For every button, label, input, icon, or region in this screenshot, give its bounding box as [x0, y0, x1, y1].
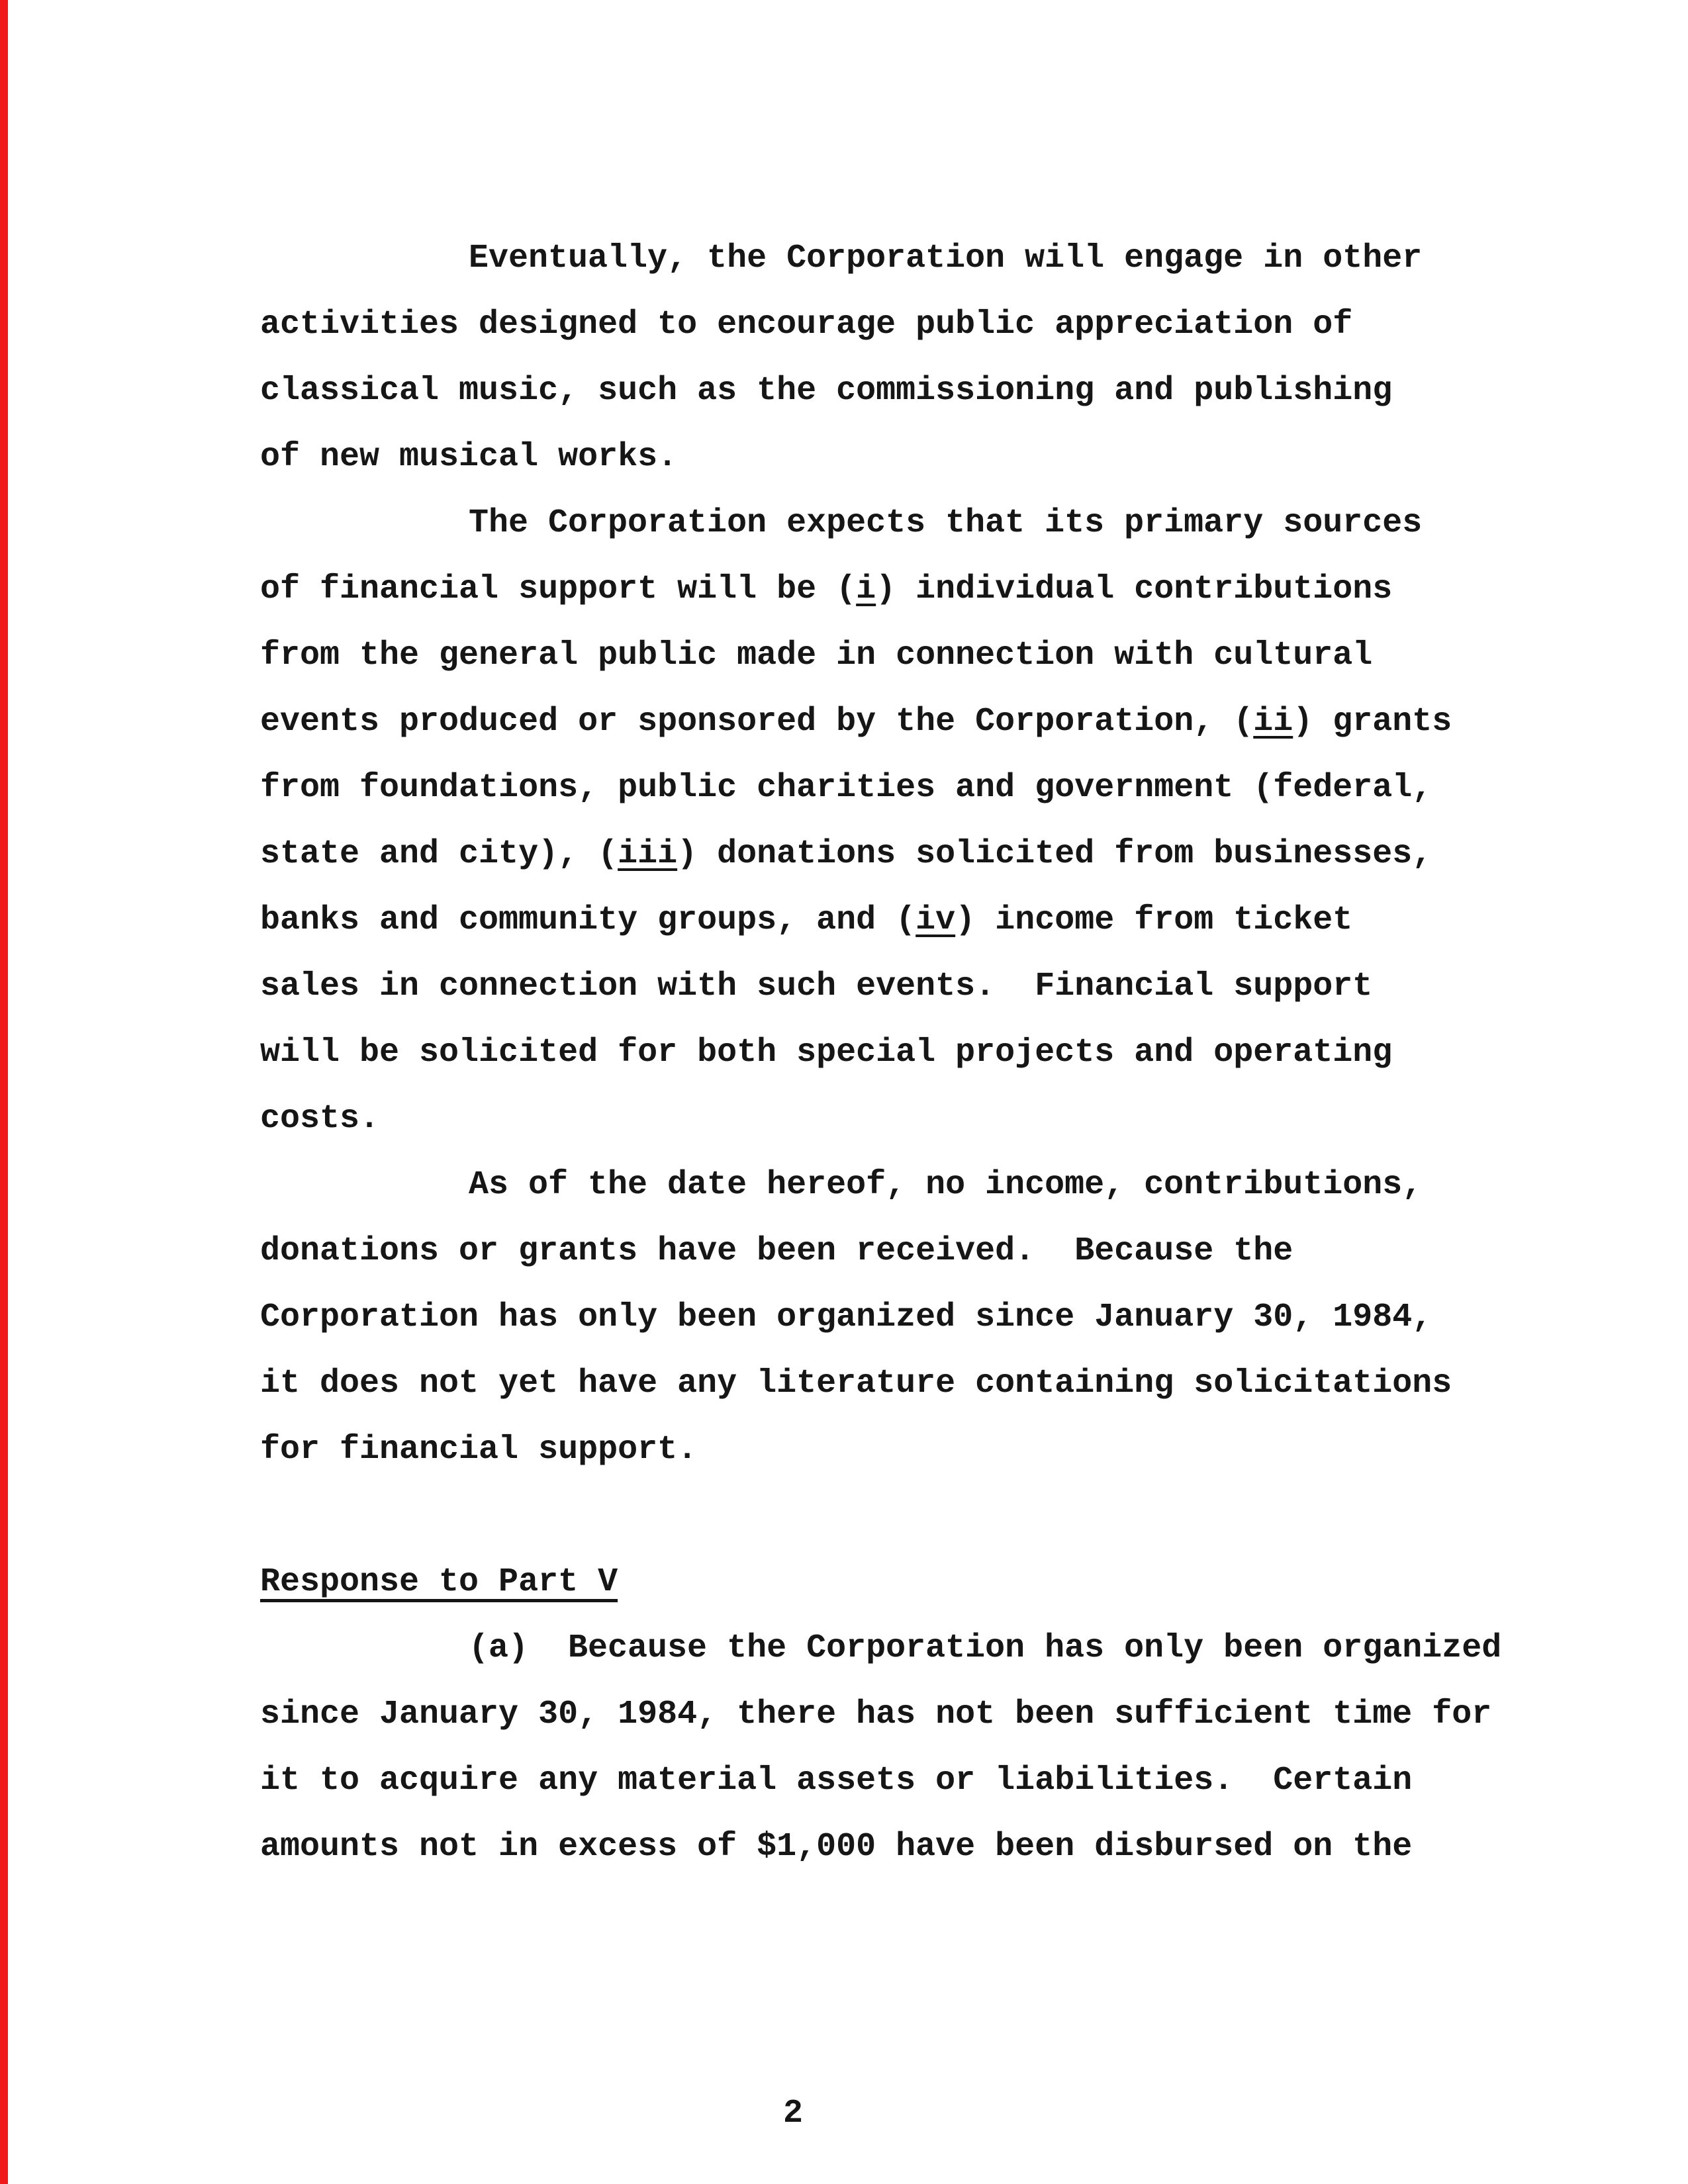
scan-edge-stripe: [0, 0, 8, 2184]
line-text: ) individual contributions: [876, 570, 1393, 608]
underlined-roman-numeral: i: [856, 570, 876, 608]
text-line: [260, 835, 1432, 873]
line-text: ) grants: [1293, 703, 1452, 741]
line-text: banks and community groups, and (: [260, 901, 916, 939]
text-line: Eventually, the Corporation will engage in other: [469, 240, 1423, 277]
text-line: As of the date hereof, no income, contributions,: [469, 1166, 1423, 1204]
text-line: costs.: [260, 1100, 380, 1138]
text-line: activities designed to encourage public appreciation of: [260, 306, 1353, 343]
text-line: of new musical works.: [260, 438, 678, 476]
text-line: [260, 901, 1353, 939]
text-line: since January 30, 1984, there has not been sufficient time for: [260, 1696, 1492, 1733]
underlined-roman-numeral: iii: [618, 835, 678, 873]
text-line: The Corporation expects that its primary sources: [469, 504, 1423, 542]
text-line: [260, 705, 1452, 739]
underlined-roman-numeral: ii: [1253, 703, 1293, 741]
text-line: for financial support.: [260, 1431, 698, 1469]
text-line: sales in connection with such events. Financial support: [260, 968, 1373, 1005]
text-line: Corporation has only been organized since January 30, 1984,: [260, 1298, 1432, 1336]
page-number: 2: [783, 2095, 804, 2132]
line-text: of financial support will be (: [260, 570, 857, 608]
text-line: will be solicited for both special projects and operating: [260, 1034, 1393, 1071]
underlined-roman-numeral: iv: [915, 901, 956, 939]
line-text: ) donations solicited from businesses,: [677, 835, 1432, 873]
section-heading: Response to Part V: [260, 1563, 618, 1601]
text-line: [260, 570, 1393, 608]
text-line: it does not yet have any literature containing solicitations: [260, 1365, 1452, 1402]
text-line: from foundations, public charities and government (federal,: [260, 769, 1432, 807]
text-line: from the general public made in connection with cultural: [260, 637, 1373, 674]
text-line: classical music, such as the commissioning and publishing: [260, 372, 1393, 410]
text-line: it to acquire any material assets or liabilities. Certain: [260, 1762, 1413, 1799]
line-text: ) income from ticket: [955, 901, 1353, 939]
text-line: (a) Because the Corporation has only been organized: [469, 1629, 1502, 1667]
line-text: state and city), (: [260, 835, 618, 873]
line-text: events produced or sponsored by the Corporation, (: [260, 703, 1254, 741]
text-line: amounts not in excess of $1,000 have been disbursed on the: [260, 1828, 1413, 1866]
text-line: donations or grants have been received. Because the: [260, 1232, 1293, 1270]
